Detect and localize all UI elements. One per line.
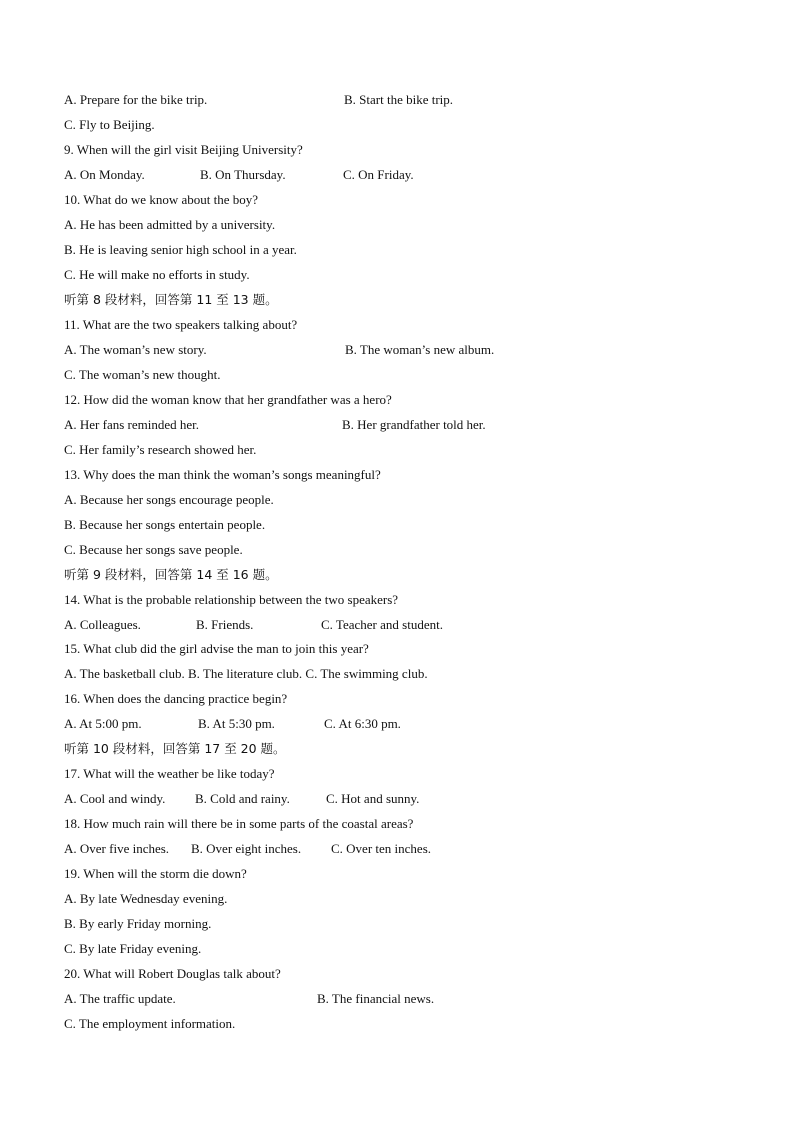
- q9-option-c: C. On Friday.: [343, 167, 414, 182]
- q19-option-b: B. By early Friday morning.: [64, 916, 212, 931]
- q20-question: 20. What will Robert Douglas talk about?: [64, 966, 281, 981]
- q13-question: 13. Why does the man think the woman’s songs meaningful?: [64, 467, 381, 482]
- q16-option-a: A. At 5:00 pm.: [64, 716, 142, 731]
- q14-question: 14. What is the probable relationship between the two speakers?: [64, 592, 399, 607]
- q9-option-a: A. On Monday.: [64, 167, 145, 182]
- q17-option-c: C. Hot and sunny.: [326, 791, 420, 806]
- q8-option-a: A. Prepare for the bike trip.: [64, 92, 208, 107]
- q11-question: 11. What are the two speakers talking about?: [64, 317, 298, 332]
- q14-option-a: A. Colleagues.: [64, 617, 141, 632]
- q19-question: 19. When will the storm die down?: [64, 866, 247, 881]
- q20-option-a: A. The traffic update.: [64, 991, 176, 1006]
- q15-options: A. The basketball club. B. The literature club. C. The swimming club.: [64, 666, 428, 681]
- q13-option-b: B. Because her songs entertain people.: [64, 517, 266, 532]
- q16-option-b: B. At 5:30 pm.: [198, 716, 275, 731]
- q12-option-c: C. Her family’s research showed her.: [64, 442, 257, 457]
- q19-option-c: C. By late Friday evening.: [64, 941, 202, 956]
- q16-question: 16. When does the dancing practice begin?: [64, 691, 288, 706]
- q17-option-a: A. Cool and windy.: [64, 791, 166, 806]
- q17-option-b: B. Cold and rainy.: [195, 791, 290, 806]
- q18-option-c: C. Over ten inches.: [331, 841, 432, 856]
- q11-option-c: C. The woman’s new thought.: [64, 367, 221, 382]
- q9-option-b: B. On Thursday.: [200, 167, 286, 182]
- section-heading-9: 听第 9 段材料，回答第 14 至 16 题。: [64, 567, 278, 582]
- q10-question: 10. What do we know about the boy?: [64, 192, 258, 207]
- q15-question: 15. What club did the girl advise the man to join this year?: [64, 641, 369, 656]
- q12-question: 12. How did the woman know that her grandfather was a hero?: [64, 392, 392, 407]
- q20-option-b: B. The financial news.: [317, 991, 435, 1006]
- q20-option-c: C. The employment information.: [64, 1016, 236, 1031]
- q13-option-c: C. Because her songs save people.: [64, 542, 243, 557]
- section-heading-8: 听第 8 段材料，回答第 11 至 13 题。: [64, 292, 278, 307]
- q18-option-a: A. Over five inches.: [64, 841, 170, 856]
- q11-option-a: A. The woman’s new story.: [64, 342, 207, 357]
- q10-option-a: A. He has been admitted by a university.: [64, 217, 276, 232]
- q12-option-a: A. Her fans reminded her.: [64, 417, 200, 432]
- q10-option-c: C. He will make no efforts in study.: [64, 267, 250, 282]
- section-heading-10: 听第 10 段材料，回答第 17 至 20 题。: [64, 741, 286, 756]
- q16-option-c: C. At 6:30 pm.: [324, 716, 401, 731]
- q14-option-c: C. Teacher and student.: [321, 617, 443, 632]
- q18-question: 18. How much rain will there be in some parts of the coastal areas?: [64, 816, 414, 831]
- q8-option-b: B. Start the bike trip.: [344, 92, 454, 107]
- q12-option-b: B. Her grandfather told her.: [342, 417, 486, 432]
- q10-option-b: B. He is leaving senior high school in a year.: [64, 242, 297, 257]
- q11-option-b: B. The woman’s new album.: [345, 342, 495, 357]
- q13-option-a: A. Because her songs encourage people.: [64, 492, 274, 507]
- q14-option-b: B. Friends.: [196, 617, 254, 632]
- q17-question: 17. What will the weather be like today?: [64, 766, 275, 781]
- q18-option-b: B. Over eight inches.: [191, 841, 302, 856]
- q9-question: 9. When will the girl visit Beijing University?: [64, 142, 303, 157]
- q19-option-a: A. By late Wednesday evening.: [64, 891, 228, 906]
- q8-option-c: C. Fly to Beijing.: [64, 117, 155, 132]
